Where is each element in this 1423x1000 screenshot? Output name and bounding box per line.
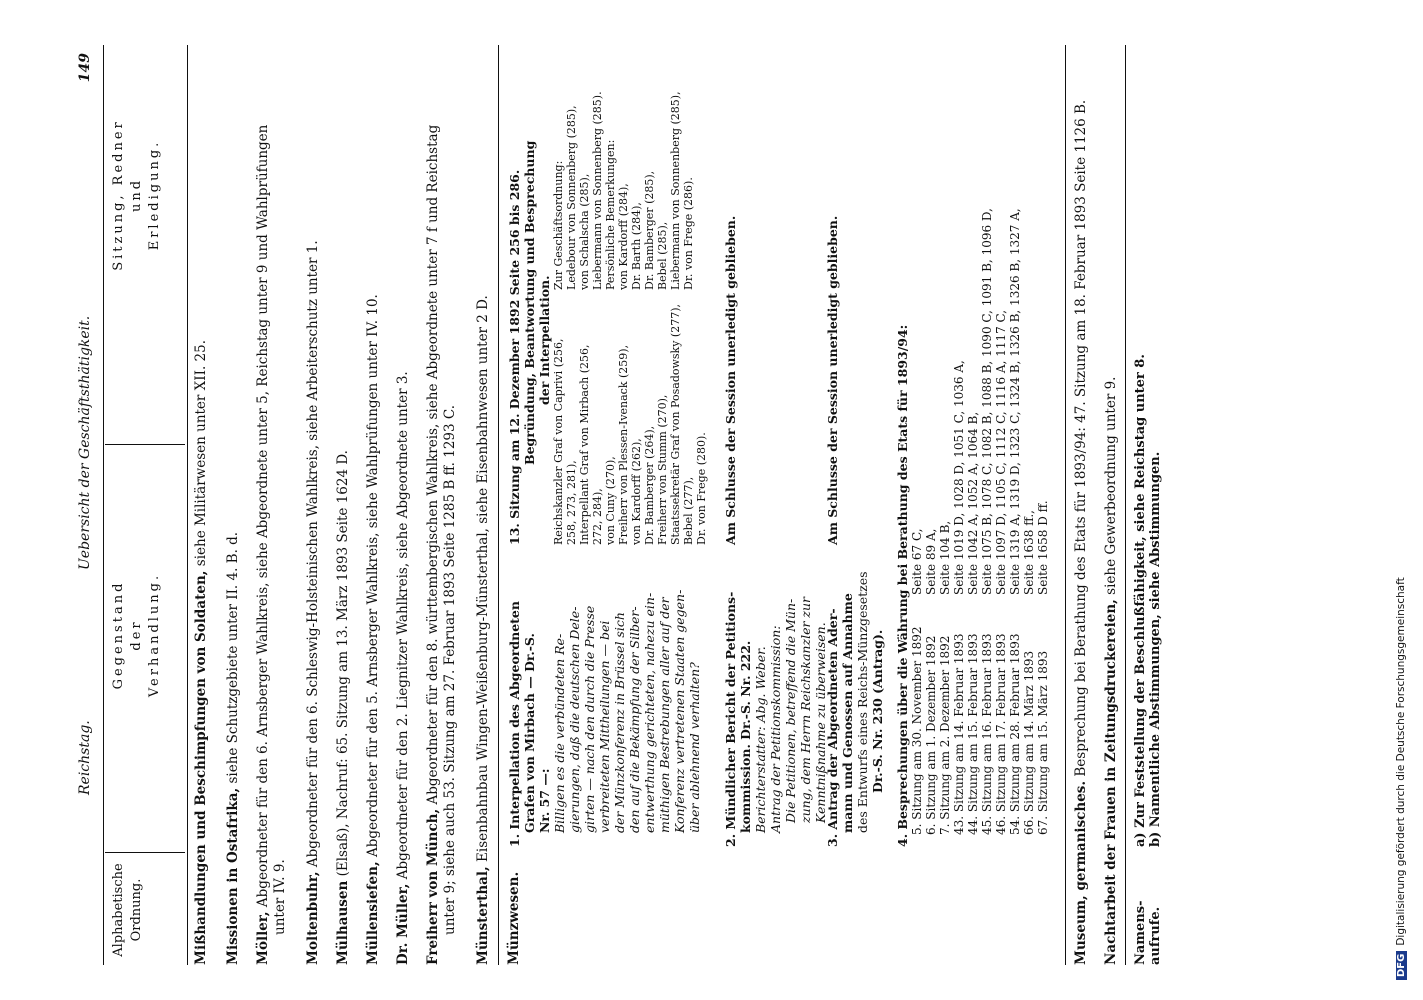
dfg-logo: DFG [1396, 951, 1407, 980]
item3-result: Am Schlusse der Session unerledigt geblieben. [825, 215, 840, 545]
section-rule [498, 45, 499, 965]
index-entry: Mülhausen (Elsaß), Nachruf: 65. Sitzung am 13. März 1893 Seite 1624 D. [335, 450, 351, 965]
column-divider [105, 852, 185, 853]
section-rule [1125, 45, 1126, 965]
item2-petition-report: 2. Mündlicher Bericht der Petitions- kommission. Dr.-S. Nr. 222. Berichterstatter: Abg. Weber. Antrag der Petitionskommission: Die Petitionen, betreffend die Mün- zung, dem Herrn Reichskanzler zur Kenntnißnahme zu überweisen. [723, 591, 828, 847]
column-head-left: Alphabetische Ordnung. [111, 863, 144, 957]
column-head-rule [187, 45, 188, 965]
item2-result: Am Schlusse der Session unerledigt geblieben. [723, 215, 738, 545]
muenzwesen-label: Münzwesen. [506, 871, 522, 965]
digitization-footer: DFGDigitalisierung gefördert durch die Deutsche Forschungsgemeinschaft [1395, 577, 1407, 980]
column-head-right: Sitzung, Redner und Erledigung. [111, 119, 162, 271]
column-head-middle: Gegenstand der Verhandlung. [111, 572, 162, 698]
section-rule [1065, 45, 1066, 965]
column-divider [105, 444, 185, 445]
index-entry: Mißhandlungen und Beschimpfungen von Soldaten, siehe Militärwesen unter XII. 25. [193, 340, 209, 965]
header-left: Reichstag. [77, 720, 93, 795]
document-page [65, 45, 1365, 965]
header-center: Uebersicht der Geschäftsthätigkeit. [77, 315, 93, 570]
index-entry: Dr. Müller, Abgeordneter für den 2. Liegnitzer Wahlkreis, siehe Abgeordnete unter 3. [395, 371, 411, 965]
index-entry: Freiherr von Münch, Abgeordneter für den 8. württembergischen Wahlkreis, siehe Abgeordnete unter 7 f und Reichstag unter 9; siehe auch 53. Sitzung am 27. Februar 1893 Seite 1285 B ff. 1293 C. [425, 124, 458, 965]
header-rule [103, 45, 104, 965]
item4-currency-debates: 4. Besprechungen über die Währung bei Berathung des Etats für 1893/94: 5. Sitzung am 30. November 1892 Seite 67 C, 6. Sitzung am 1. Dezember 1892 Seite 89 A, 7. Sitzung am 2. Dezember 1892 Seite 104 B, 43. Sitzung am 14. Februar 1893 Seite 1019 D, 1028 D, 1051 C, 1036 A, 44. Sitzung am 15. Februar 1893 Seite 1042 A, 1052 A, 1064 B, 45. Sitzung am 16. Februar 1893 Seite 1075 B, 1078 C, 1082 B, 1088 B, 1090 C, 1091 B, 1096 D, 46. Sitzung am 17. Februar 1893 Seite 1097 D, 1105 C, 1112 C, 1116 A, 1117 C, 54. Sitzung am 28. Februar 1893 Seite 1319 A, 1319 D, 1323 C, 1324 B, 1326 B, 1326 B, 1327 A, 66. Sitzung am 14. März 1893 Seite 1638 ff., 67. Sitzung am 15. März 1893 Seite 1658 D ff. [895, 208, 1050, 847]
index-entry: Möller, Abgeordneter für den 6. Arnsberger Wahlkreis, siehe Abgeordnete unter 5, Reichstag unter 9 und Wahlprüfungen unter IV. 9. [255, 124, 288, 965]
index-entry: Nachtarbeit der Frauen in Zeitungsdruckereien, siehe Gewerbeordnung unter 9. [1103, 376, 1119, 965]
index-entry: Museum, germanisches. Besprechung bei Berathung des Etats für 1893/94: 47. Sitzung am 18. Februar 1893 Seite 1126 B. [1073, 99, 1089, 965]
item1-result: 13. Sitzung am 12. Dezember 1892 Seite 256 bis 286. Begründung, Beantwortung und Besprechung der Interpellation. Reichskanzler Graf von Caprivi (256, 258, 273, 281), Interpellant Graf von Mirbach (256, 272, 284), von Cuny (270), Freiherr von Plessen-Ivenack (259), von Kardorff (262), Dr. Bamberger (264), Freiherr von Stumm (270), Staatssekretär Graf von Posadowsky (277), Bebel (277), Dr. von Frege (280). Zur Geschäftsordnung: Ledebour von Sonnenberg (285), von Schalscha (285), Liebermann von Sonnenberg (285). Persönliche Bemerkungen: von Kardorff (284), Dr. Barth (284), Dr. Bamberger (285), Bebel (285), Liebermann von Sonnenberg (285), Dr. von Frege (286). [507, 91, 708, 545]
index-entry: Müllensiefen, Abgeordneter für den 5. Arnsberger Wahlkreis, siehe Wahlprüfungen unter IV. 10. [365, 294, 381, 965]
namensaufrufe-label: Namens- aufrufe. [1133, 900, 1163, 965]
running-header [65, 45, 105, 965]
index-entry: Münsterthal, Eisenbahnbau Wingen-Weißenburg-Münsterthal, siehe Eisenbahnwesen unter 2 D. [475, 295, 491, 965]
namensaufrufe-items: a) Zur Feststellung der Beschlußfähigkeit, siehe Reichstag unter 8. b) Namentliche Abstimmungen, siehe Abstimmungen. [1133, 354, 1163, 847]
item3-motion: 3. Antrag der Abgeordneten Ader- mann und Genossen auf Annahme des Entwurfs eines Reichs-Münzgesetzes Dr.-S. Nr. 230 (Antrag). [825, 571, 885, 847]
index-entry: Missionen in Ostafrika, siehe Schutzgebiete unter II. 4. B. d. [225, 531, 241, 965]
index-entry: Moltenbuhr, Abgeordneter für den 6. Schleswig-Holsteinischen Wahlkreis, siehe Arbeiterschutz unter 1. [305, 240, 321, 965]
item1-interpellation: 1. Interpellation des Abgeordneten Grafen von Mirbach — Dr.-S. Nr. 57 —: Billigen es die verbündeten Re- gierungen, daß die deutschen Dele- girten — nach den durch die Presse verbreiteten Mittheilungen — bei der Münzkonferenz in Brüssel sich den auf die Bekämpfung der Silber- entwerthung gerichteten, nahezu ein- müthigen Bestrebungen aller auf der Konferenz vertretenen Staaten gegen- über ablehnend verhalten? [507, 589, 702, 847]
page-number: 149 [77, 53, 93, 83]
